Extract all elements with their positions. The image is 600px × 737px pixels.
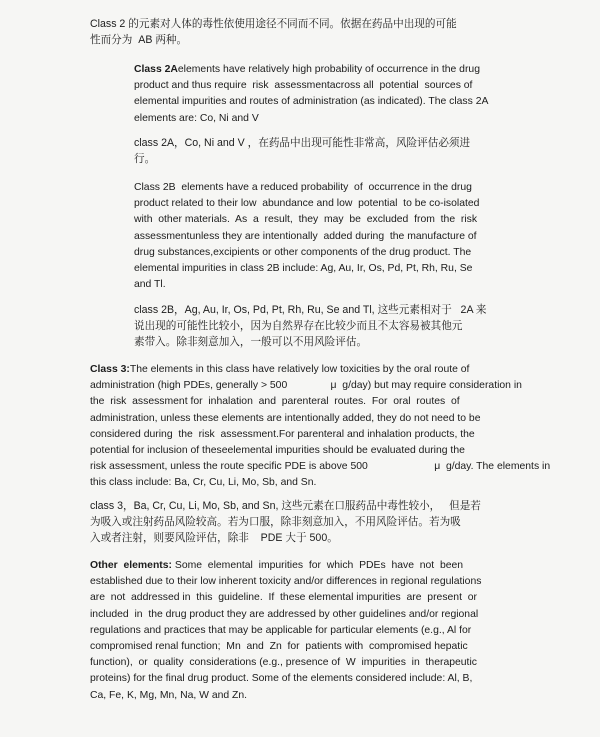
other-elements-line: established due to their low inherent toxicity and/or differences in regional regulations: [90, 576, 482, 588]
class-3-chinese-paragraph: [90, 498, 530, 547]
class-2b-cn-line: 说出现的可能性比较小，因为自然界存在比较少而且不太容易被其他元: [134, 320, 463, 333]
class-2a-line: product and thus require risk assessmentacross all potential sources of: [134, 80, 473, 92]
class-3-line: the risk assessment for inhalation and parenteral routes. For oral routes of: [90, 396, 460, 408]
class-3-line: The elements in this class have relatively low toxicities by the oral route of: [129, 364, 470, 375]
class-2a-cn-line: 行。: [134, 153, 156, 166]
other-elements-line: included in the drug product they are addressed by other guidelines and/or regional: [90, 608, 479, 620]
other-elements-line: function), or quality considerations (e.g., presence of W impurities in therapeutic: [90, 657, 477, 669]
class-2a-cn-line: class 2A，Co, Ni and V ，在药品中出现可能性非常高，风险评估必须进: [134, 137, 471, 149]
class-2a-paragraph: [134, 62, 520, 127]
class-3-cn-line: class 3，Ba, Cr, Cu, Li, Mo, Sb, and Sn, 这些元素在口服药品中毒性较小， 但是若: [90, 500, 481, 512]
intro-cn-line: 性而分为 AB 两种。: [90, 34, 188, 47]
class-2a-heading: Class 2A: [134, 64, 178, 75]
class-3-line: risk assessment, unless the route specific PDE is above 500 μ g/day. The elements in: [90, 461, 551, 473]
class-3-line: considered during the risk assessment.For parenteral and inhalation products, the: [90, 428, 475, 440]
class-2a-line: elemental impurities and routes of administration (as indicated). The class 2A: [134, 96, 489, 108]
intro-cn-line: Class 2 的元素对人体的毒性依使用途径不同而不同。依据在药品中出现的可能: [90, 18, 457, 30]
class-2a-line: elements have relatively high probability of occurrence in the drug: [177, 64, 480, 75]
intro-chinese-paragraph: [90, 16, 510, 48]
class-2b-chinese-paragraph: [134, 302, 524, 351]
class-2a-chinese-paragraph: [134, 135, 524, 167]
class-2b-line: elemental impurities in class 2B include: Ag, Au, Ir, Os, Pd, Pt, Rh, Ru, Se: [134, 263, 473, 275]
class-2b-line: with other materials. As a result, they may be excluded from the risk: [134, 214, 478, 226]
class-3-line: this class include: Ba, Cr, Cu, Li, Mo, Sb, and Sn.: [90, 477, 317, 489]
other-elements-line: Ca, Fe, K, Mg, Mn, Na, W and Zn.: [90, 689, 248, 701]
class-2b-cn-line: class 2B，Ag, Au, Ir, Os, Pd, Pt, Rh, Ru, Se and Tl, 这些元素相对于 2A 来: [134, 304, 487, 316]
class-3-paragraph: [90, 362, 598, 492]
class-3-heading: Class 3:: [90, 364, 130, 375]
class-3-cn-line: 入或者注射，则要风险评估，除非 PDE 大于 500。: [90, 532, 338, 545]
class-3-cn-line: 为吸入或注射药品风险较高。若为口服，除非刻意加入，不用风险评估。若为吸: [90, 516, 461, 529]
class-2b-line: Class 2B elements have a reduced probability of occurrence in the drug: [134, 182, 472, 193]
other-elements-line: compromised renal function; Mn and Zn for patients with compromised hepatic: [90, 641, 468, 653]
class-2b-line: product related to their low abundance and low potential to be co-isolated: [134, 198, 480, 210]
class-3-line: administration (high PDEs, generally > 500 μ g/day) but may require consideration in: [90, 380, 522, 392]
class-3-line: potential for inclusion of theseelemental impurities should be evaluated during the: [90, 445, 465, 457]
class-2a-line: elements are: Co, Ni and V: [134, 112, 259, 124]
class-2b-line: assessmentunless they are intentionally added during the manufacture of: [134, 230, 477, 242]
class-2b-line: drug substances,excipients or other components of the drug product. The: [134, 246, 472, 258]
other-elements-line: regulations and practices that may be applicable for particular elements (e.g., Al for: [90, 624, 472, 636]
class-2b-line: and Tl.: [134, 279, 166, 291]
other-elements-line: proteins) for the final drug product. Some of the elements considered include: Al, B,: [90, 673, 473, 685]
other-elements-line: are not addressed in this guideline. If these elemental impurities are present or: [90, 592, 477, 604]
class-2b-paragraph: [134, 180, 514, 293]
other-elements-line: Some elemental impurities for which PDEs have not been: [174, 560, 464, 571]
other-elements-paragraph: [90, 558, 520, 704]
class-2b-cn-line: 素带入。除非刻意加入，一般可以不用风险评估。: [134, 336, 368, 349]
class-3-line: administration, unless these elements are intentionally added, they do not need to be: [90, 412, 481, 424]
other-elements-heading: Other elements:: [90, 560, 172, 571]
